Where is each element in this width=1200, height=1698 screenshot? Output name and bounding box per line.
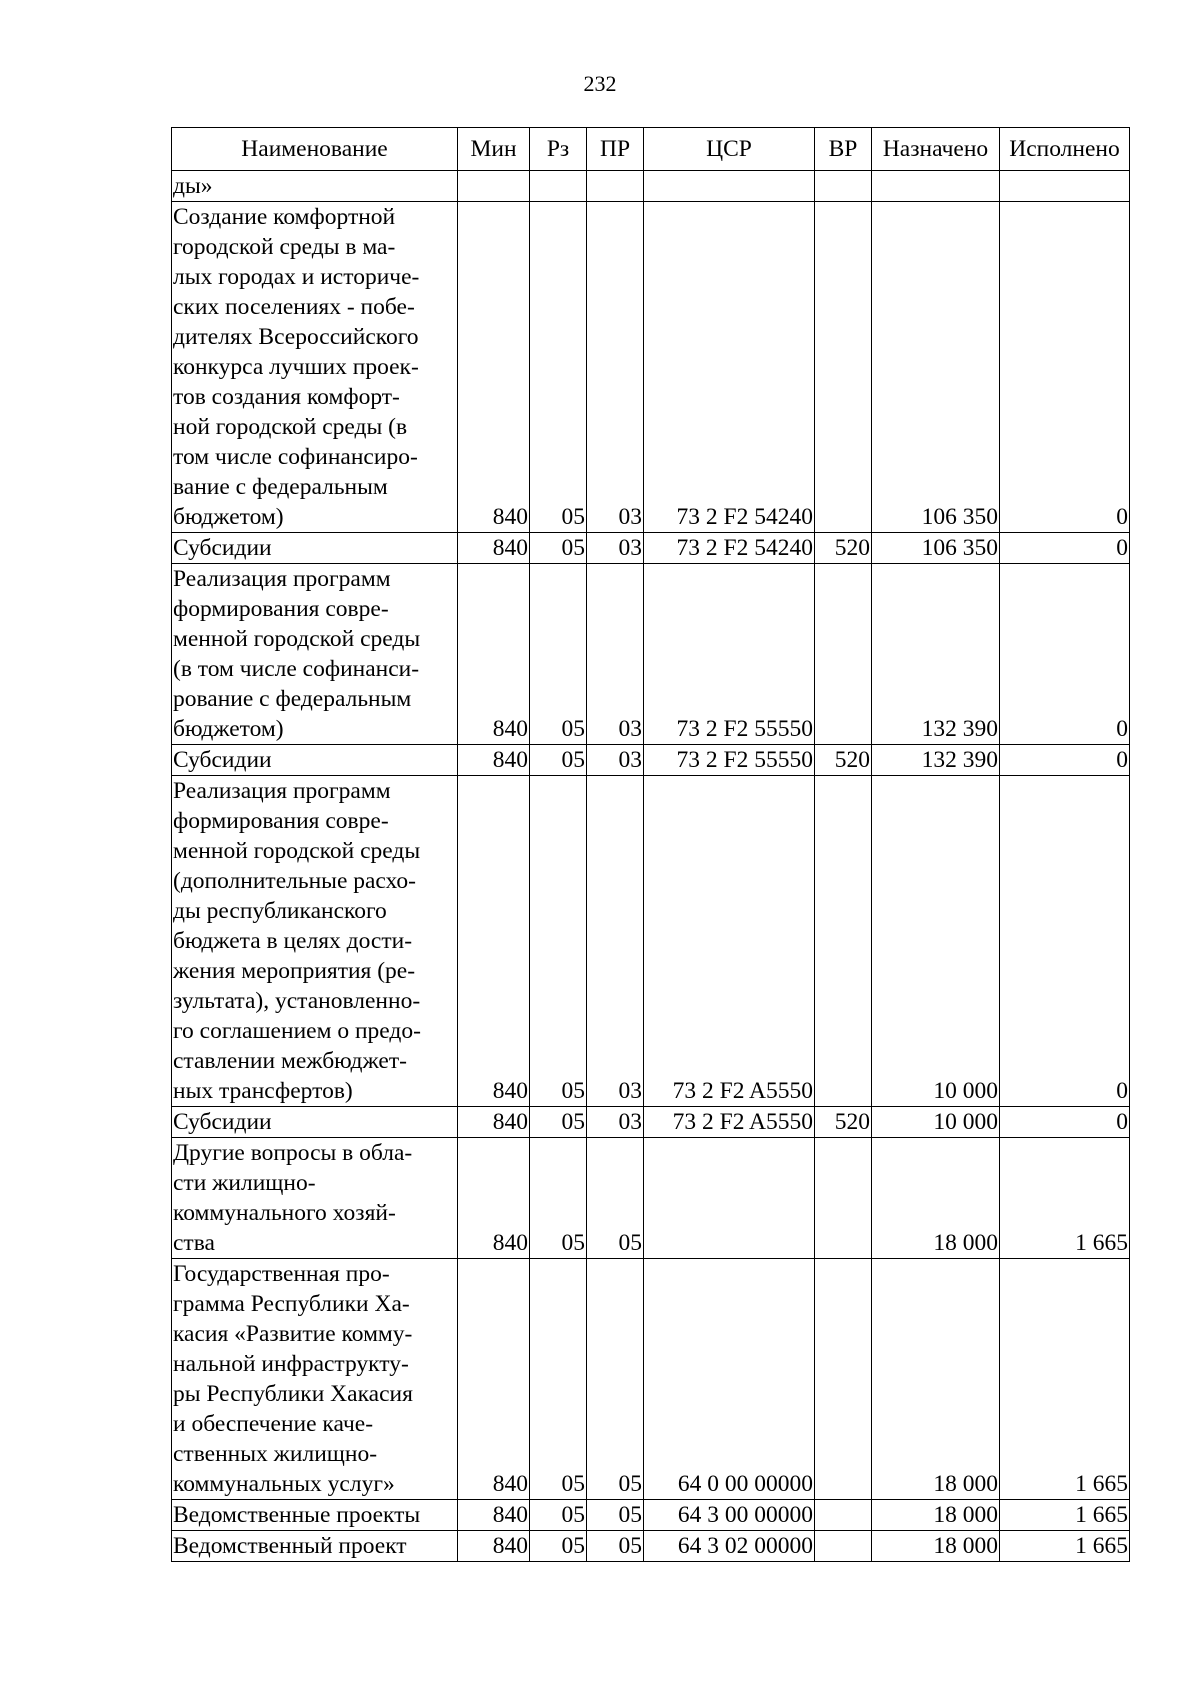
cell-pr <box>587 171 644 202</box>
cell-nazn: 18 000 <box>872 1531 1000 1562</box>
cell-csr: 64 3 02 00000 <box>644 1531 815 1562</box>
cell-nazn <box>872 171 1000 202</box>
cell-nazn: 18 000 <box>872 1138 1000 1259</box>
table-row <box>172 776 1130 1107</box>
header-isp: Исполнено <box>1000 128 1130 171</box>
cell-rz: 05 <box>530 1138 587 1259</box>
cell-min: 840 <box>458 1531 530 1562</box>
header-name: Наименование <box>172 128 458 171</box>
cell-pr: 03 <box>587 1107 644 1138</box>
cell-vr <box>815 171 872 202</box>
table-row <box>172 1259 1130 1500</box>
cell-pr: 03 <box>587 776 644 1107</box>
cell-rz: 05 <box>530 202 587 533</box>
cell-min <box>458 171 530 202</box>
cell-csr: 64 3 00 00000 <box>644 1500 815 1531</box>
table-row <box>172 171 1130 202</box>
cell-vr <box>815 1500 872 1531</box>
cell-name: Государственная про- грамма Республики Ха- касия «Развитие комму- нальной инфраструкту- ры Республики Хакасия и обеспечение каче- ственных жилищно- коммунальных услуг» <box>172 1259 458 1500</box>
cell-min: 840 <box>458 1259 530 1500</box>
cell-name: Субсидии <box>172 745 458 776</box>
cell-name: Ведомственный проект <box>172 1531 458 1562</box>
cell-vr <box>815 202 872 533</box>
page-number: 232 <box>583 71 617 96</box>
cell-pr: 03 <box>587 564 644 745</box>
cell-min: 840 <box>458 776 530 1107</box>
cell-nazn: 18 000 <box>872 1259 1000 1500</box>
cell-isp: 1 665 <box>1000 1259 1130 1500</box>
header-nazn: Назначено <box>872 128 1000 171</box>
cell-rz <box>530 171 587 202</box>
cell-vr <box>815 564 872 745</box>
header-rz: Рз <box>530 128 587 171</box>
header-vr: ВР <box>815 128 872 171</box>
cell-rz: 05 <box>530 1531 587 1562</box>
cell-nazn: 10 000 <box>872 776 1000 1107</box>
cell-name: Субсидии <box>172 533 458 564</box>
table-row <box>172 1531 1130 1562</box>
cell-rz: 05 <box>530 533 587 564</box>
cell-name: Другие вопросы в обла- сти жилищно- коммунального хозяй- ства <box>172 1138 458 1259</box>
cell-csr: 73 2 F2 A5550 <box>644 776 815 1107</box>
budget-table <box>171 127 1130 1562</box>
cell-csr: 73 2 F2 54240 <box>644 533 815 564</box>
cell-vr: 520 <box>815 1107 872 1138</box>
cell-csr: 73 2 F2 55550 <box>644 564 815 745</box>
cell-isp <box>1000 171 1130 202</box>
cell-nazn: 18 000 <box>872 1500 1000 1531</box>
cell-isp: 0 <box>1000 1107 1130 1138</box>
cell-min: 840 <box>458 564 530 745</box>
cell-rz: 05 <box>530 1107 587 1138</box>
cell-vr <box>815 1531 872 1562</box>
cell-rz: 05 <box>530 564 587 745</box>
cell-pr: 05 <box>587 1138 644 1259</box>
cell-vr <box>815 1138 872 1259</box>
cell-name: Реализация программ формирования совре- менной городской среды (дополнительные расхо- ды республиканского бюджета в целях дости- жения мероприятия (ре- зультата), установленно- го соглашением о предо- ставлении межбюджет- ных трансфертов) <box>172 776 458 1107</box>
cell-vr: 520 <box>815 533 872 564</box>
cell-isp: 1 665 <box>1000 1500 1130 1531</box>
cell-pr: 03 <box>587 533 644 564</box>
header-csr: ЦСР <box>644 128 815 171</box>
cell-vr <box>815 1259 872 1500</box>
cell-name: Реализация программ формирования совре- менной городской среды (в том числе софинанси- рование с федеральным бюджетом) <box>172 564 458 745</box>
header-pr: ПР <box>587 128 644 171</box>
cell-isp: 1 665 <box>1000 1138 1130 1259</box>
table-row <box>172 533 1130 564</box>
header-min: Мин <box>458 128 530 171</box>
cell-name: Субсидии <box>172 1107 458 1138</box>
cell-rz: 05 <box>530 1259 587 1500</box>
cell-rz: 05 <box>530 1500 587 1531</box>
cell-pr: 05 <box>587 1259 644 1500</box>
cell-isp: 0 <box>1000 202 1130 533</box>
cell-isp: 0 <box>1000 533 1130 564</box>
cell-min: 840 <box>458 1500 530 1531</box>
cell-isp: 0 <box>1000 564 1130 745</box>
cell-min: 840 <box>458 533 530 564</box>
cell-pr: 05 <box>587 1531 644 1562</box>
cell-csr: 73 2 F2 54240 <box>644 202 815 533</box>
table-row <box>172 1500 1130 1531</box>
cell-isp: 0 <box>1000 745 1130 776</box>
table-row <box>172 564 1130 745</box>
cell-csr <box>644 1138 815 1259</box>
cell-vr: 520 <box>815 745 872 776</box>
cell-isp: 0 <box>1000 776 1130 1107</box>
cell-name: Ведомственные проекты <box>172 1500 458 1531</box>
table-body <box>172 171 1130 1562</box>
cell-min: 840 <box>458 1107 530 1138</box>
cell-vr <box>815 776 872 1107</box>
table-row <box>172 1138 1130 1259</box>
cell-rz: 05 <box>530 776 587 1107</box>
table-header-row <box>172 128 1130 171</box>
cell-pr: 03 <box>587 202 644 533</box>
cell-csr <box>644 171 815 202</box>
cell-pr: 03 <box>587 745 644 776</box>
cell-name: ды» <box>172 171 458 202</box>
cell-nazn: 106 350 <box>872 533 1000 564</box>
cell-min: 840 <box>458 745 530 776</box>
table-row <box>172 202 1130 533</box>
cell-nazn: 10 000 <box>872 1107 1000 1138</box>
table-row <box>172 745 1130 776</box>
cell-nazn: 132 390 <box>872 745 1000 776</box>
cell-csr: 73 2 F2 A5550 <box>644 1107 815 1138</box>
cell-isp: 1 665 <box>1000 1531 1130 1562</box>
cell-nazn: 132 390 <box>872 564 1000 745</box>
cell-min: 840 <box>458 202 530 533</box>
cell-csr: 73 2 F2 55550 <box>644 745 815 776</box>
cell-csr: 64 0 00 00000 <box>644 1259 815 1500</box>
table-row <box>172 1107 1130 1138</box>
cell-rz: 05 <box>530 745 587 776</box>
cell-min: 840 <box>458 1138 530 1259</box>
cell-pr: 05 <box>587 1500 644 1531</box>
cell-nazn: 106 350 <box>872 202 1000 533</box>
cell-name: Создание комфортной городской среды в ма- лых городах и историче- ских поселениях - побе- дителях Всероссийского конкурса лучших проек- тов создания комфорт- ной городской среды (в том числе софинансиро- вание с федеральным бюджетом) <box>172 202 458 533</box>
